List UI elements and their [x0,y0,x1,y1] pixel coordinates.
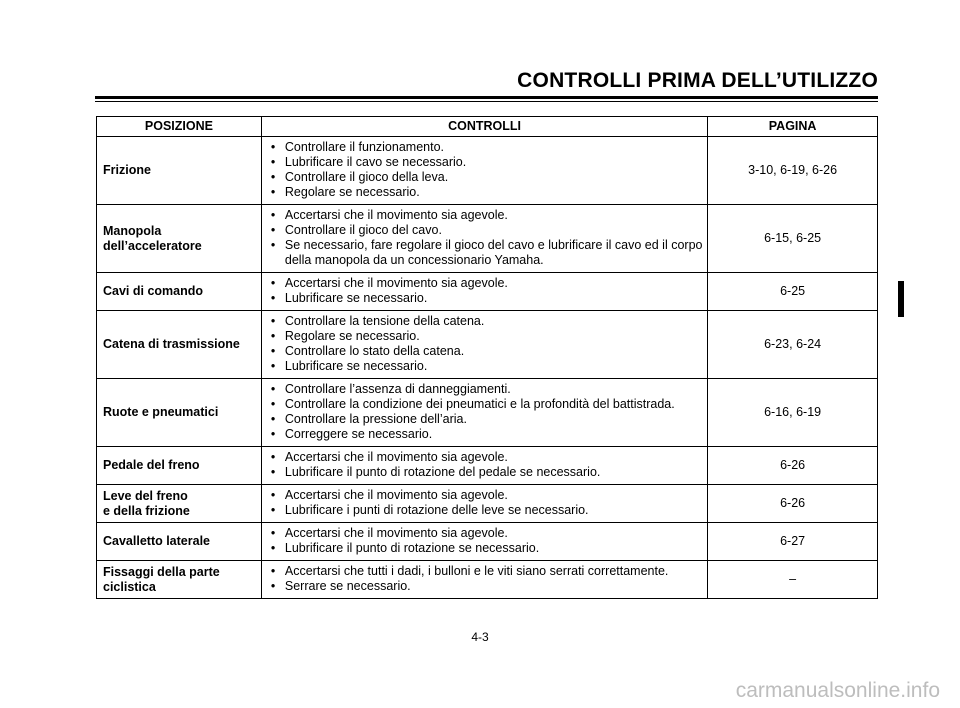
check-item: • Controllare lo stato della catena. [270,344,703,359]
position-label: e della frizione [103,503,190,518]
check-item: • Controllare l’assenza di danneggiamenti. [270,382,703,397]
row-checks [261,447,707,485]
title-rule-thick [95,96,878,99]
check-item: • Serrare se necessario. [270,579,703,594]
row-page-ref: 6-26 [708,485,878,523]
checks-list [270,276,703,306]
table-row [97,273,878,311]
row-checks [261,561,707,599]
check-item: • Regolare se necessario. [270,185,703,200]
row-checks [261,311,707,379]
position-label: Leve del freno [103,488,188,503]
position-label: Cavi di comando [103,284,204,298]
row-checks [261,523,707,561]
table-row [97,523,878,561]
row-page-ref: 6-16, 6-19 [708,379,878,447]
row-page-ref: 6-25 [708,273,878,311]
table-row [97,379,878,447]
header-posizione: POSIZIONE [97,117,262,137]
check-item: • Accertarsi che il movimento sia agevole. [270,208,703,223]
check-item: • Controllare il gioco della leva. [270,170,703,185]
chapter-tab-marker [898,281,904,317]
row-position [97,205,262,273]
row-position [97,311,262,379]
table-row [97,561,878,599]
row-page-ref: 3-10, 6-19, 6-26 [708,137,878,205]
row-position [97,447,262,485]
table-body [97,137,878,599]
check-item: • Accertarsi che il movimento sia agevole. [270,488,703,503]
checks-list [270,564,703,594]
watermark-text: carmanualsonline.info [735,679,940,702]
check-item: • Controllare il funzionamento. [270,140,703,155]
row-position [97,137,262,205]
check-item: • Controllare la condizione dei pneumatici e la profondità del battistrada. [270,397,703,412]
position-label: Catena di trasmissione [103,337,240,351]
row-position [97,485,262,523]
table-row [97,485,878,523]
table-row [97,447,878,485]
checks-list [270,526,703,556]
row-checks [261,273,707,311]
row-page-ref: 6-23, 6-24 [708,311,878,379]
check-item: • Controllare la pressione dell’aria. [270,412,703,427]
row-position [97,273,262,311]
check-item: • Lubrificare il cavo se necessario. [270,155,703,170]
position-label: Pedale del freno [103,458,200,472]
check-item: • Correggere se necessario. [270,427,703,442]
checks-list [270,140,703,200]
header-controlli: CONTROLLI [261,117,707,137]
check-item: • Controllare il gioco del cavo. [270,223,703,238]
header-pagina: PAGINA [708,117,878,137]
row-position [97,379,262,447]
checks-list [270,450,703,480]
row-checks [261,485,707,523]
row-position [97,561,262,599]
table-row [97,137,878,205]
page-title: CONTROLLI PRIMA DELL’UTILIZZO [517,69,878,92]
position-label: ciclistica [103,579,156,594]
check-item: • Lubrificare se necessario. [270,359,703,374]
row-position [97,523,262,561]
position-label: Manopola [103,223,162,238]
check-item: • Accertarsi che il movimento sia agevole. [270,450,703,465]
position-label: Frizione [103,163,151,177]
check-item: • Lubrificare se necessario. [270,291,703,306]
check-item: • Controllare la tensione della catena. [270,314,703,329]
checks-list [270,314,703,374]
position-label: Ruote e pneumatici [103,405,219,419]
checks-list [270,208,703,268]
title-rule-thin [95,101,878,102]
row-page-ref: 6-27 [708,523,878,561]
check-item: • Accertarsi che il movimento sia agevole. [270,276,703,291]
position-label: dell’acceleratore [103,238,202,253]
row-checks [261,205,707,273]
check-item: • Lubrificare il punto di rotazione se necessario. [270,541,703,556]
check-item: • Accertarsi che il movimento sia agevole. [270,526,703,541]
check-item: • Accertarsi che tutti i dadi, i bulloni e le viti siano serrati correttamente. [270,564,703,579]
table-row [97,311,878,379]
table-header-row [97,117,878,137]
page-number: 4-3 [471,630,489,644]
row-page-ref: 6-26 [708,447,878,485]
checks-table [96,116,878,599]
check-item: • Regolare se necessario. [270,329,703,344]
row-page-ref: 6-15, 6-25 [708,205,878,273]
position-label: Cavalletto laterale [103,534,210,548]
row-page-ref: – [708,561,878,599]
check-item: • Lubrificare il punto di rotazione del pedale se necessario. [270,465,703,480]
checks-list [270,382,703,442]
row-checks [261,379,707,447]
checks-list [270,488,703,518]
check-item: • Se necessario, fare regolare il gioco del cavo e lubrificare il cavo ed il corpo della manopola da un concessionario Yamaha. [270,238,703,268]
check-item: • Lubrificare i punti di rotazione delle leve se necessario. [270,503,703,518]
row-checks [261,137,707,205]
table-row [97,205,878,273]
position-label: Fissaggi della parte [103,564,220,579]
